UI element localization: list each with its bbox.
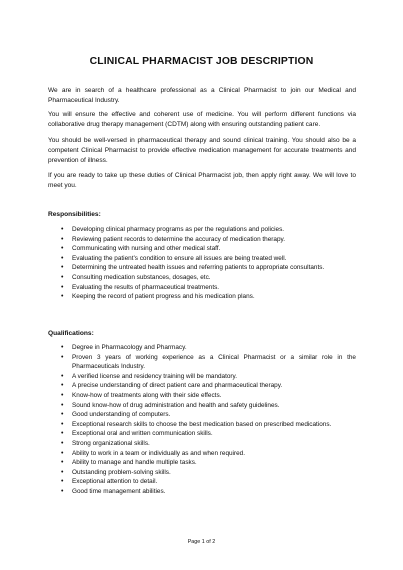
page-title: CLINICAL PHARMACIST JOB DESCRIPTION xyxy=(89,56,314,67)
list-item: • Evaluating the patient’s condition to ensure all issues are being treated well. xyxy=(48,254,356,264)
list-item: • Good understanding of computers. xyxy=(48,410,356,420)
list-item: • Degree in Pharmacology and Pharmacy. xyxy=(48,343,356,353)
list-item: • Keeping the record of patient progress and his medication plans. xyxy=(48,292,356,302)
responsibilities-list xyxy=(48,225,356,302)
apply-paragraph: If you are ready to take up these duties of Clinical Pharmacist job, then apply right away. We will love to meet you. xyxy=(48,172,356,189)
list-item: • Ability to work in a team or individually as and when required. xyxy=(48,449,356,459)
list-item: • Ability to manage and handle multiple tasks. xyxy=(48,458,356,468)
list-item: • Consulting medication substances, dosages, etc. xyxy=(48,273,356,283)
list-item: • Know-how of treatments along with their side effects. xyxy=(48,391,356,401)
list-item: • Proven 3 years of working experience as a Clinical Pharmacist or a similar role in the Pharmaceuticals Industry. xyxy=(48,353,356,372)
qualifications-heading: Qualifications: xyxy=(48,330,94,337)
responsibilities-heading: Responsibilities: xyxy=(48,211,101,218)
list-item: • Evaluating the results of pharmaceutical treatments. xyxy=(48,283,356,293)
list-item: • Determining the untreated health issues and referring patients to appropriate consultants. xyxy=(48,263,356,273)
list-item: • A verified license and residency training will be mandatory. xyxy=(48,372,356,382)
skills-paragraph: You should be well-versed in pharmaceutical therapy and sound clinical training. You should also be a competent Clinical Pharmacist to provide effective medication management for accurate treatments and prevention of illness. xyxy=(48,137,356,164)
page-number: Page 1 of 2 xyxy=(187,539,216,545)
list-item: • Exceptional oral and written communication skills. xyxy=(48,429,356,439)
list-item: • Sound know-how of drug administration and health and safety guidelines. xyxy=(48,401,356,411)
intro-paragraph: We are in search of a healthcare professional as a Clinical Pharmacist to join our Medical and Pharmaceutical Industry. xyxy=(48,87,356,104)
duties-paragraph: You will ensure the effective and coherent use of medicine. You will perform different functions via collaborative drug therapy management (CDTM) along with ensuring outstanding patient care. xyxy=(48,111,356,128)
list-item: • Strong organizational skills. xyxy=(48,439,356,449)
list-item: • Communicating with nursing and other medical staff. xyxy=(48,244,356,254)
list-item: • Exceptional research skills to choose the best medication based on prescribed medications. xyxy=(48,420,356,430)
list-item: • Reviewing patient records to determine the accuracy of medication therapy. xyxy=(48,235,356,245)
list-item: • Good time management abilities. xyxy=(48,487,356,497)
list-item: • A precise understanding of direct patient care and pharmaceutical therapy. xyxy=(48,381,356,391)
list-item: • Outstanding problem-solving skills. xyxy=(48,468,356,478)
qualifications-list xyxy=(48,343,356,497)
list-item: • Developing clinical pharmacy programs as per the regulations and policies. xyxy=(48,225,356,235)
list-item: • Exceptional attention to detail. xyxy=(48,477,356,487)
